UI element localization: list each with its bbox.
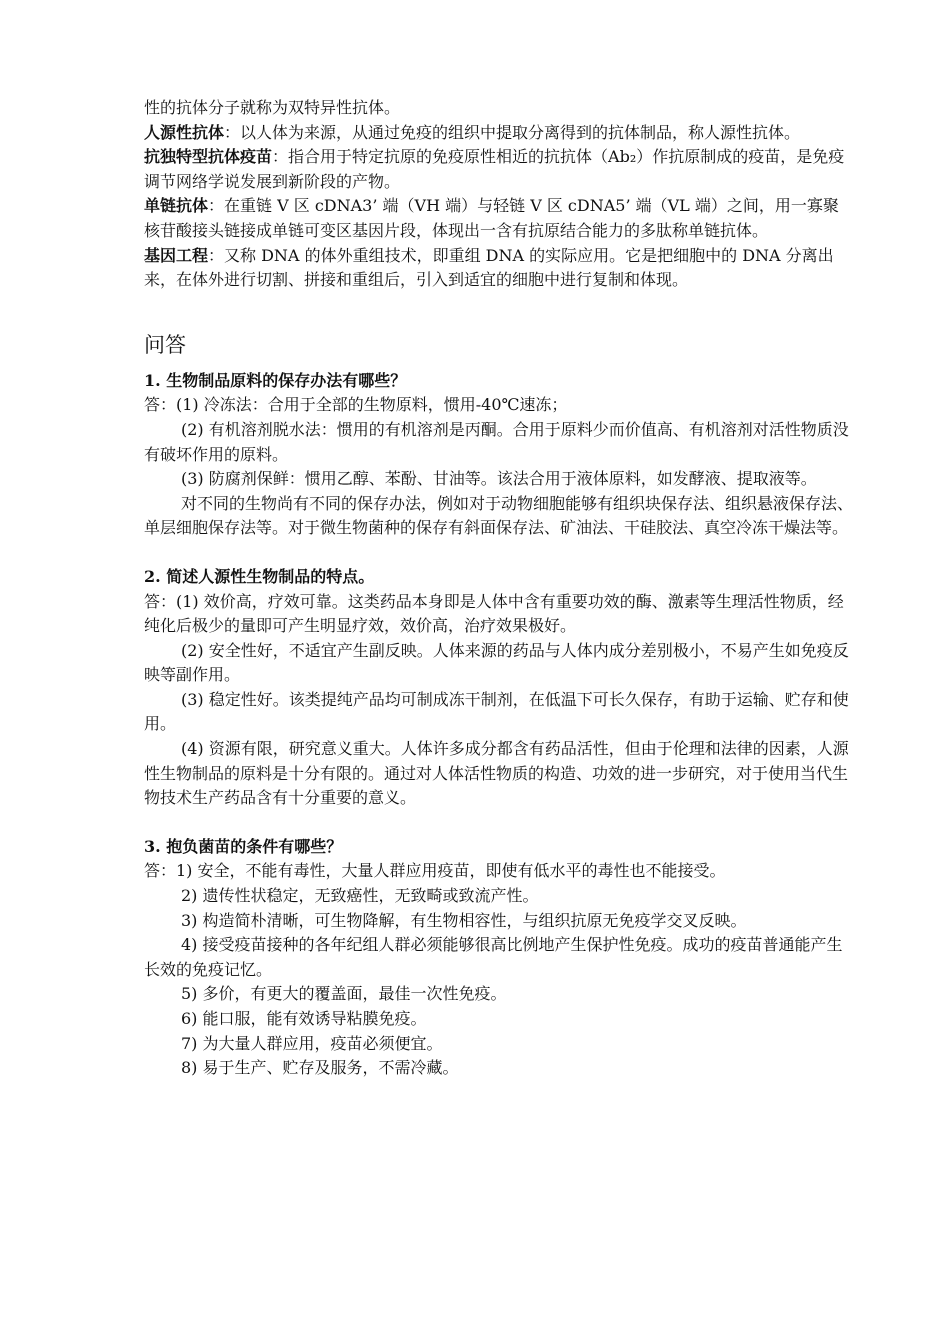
definitions-list xyxy=(144,96,854,293)
definition-term: 抗独特型抗体疫苗 xyxy=(144,147,273,167)
answer-line: 答：(1) 效价高，疗效可靠。这类药品本身即是人体中含有重要功效的酶、激素等生理活性物质，经纯化后极少的量即可产生明显疗效，效价高，治疗效果极好。 xyxy=(144,591,844,636)
answer-line: 5) 多价，有更大的覆盖面，最佳一次性免疫。 xyxy=(181,984,507,1004)
question-block-2 xyxy=(144,565,854,811)
question-block-3 xyxy=(144,835,854,1081)
answer-line: 对不同的生物尚有不同的保存办法，例如对于动物细胞能够有组织块保存法、组织悬液保存法、单层细胞保存法等。对于微生物菌种的保存有斜面保存法、矿油法、干硅胶法、真空冷冻干燥法等。 xyxy=(144,493,854,538)
question-title: 1. 生物制品原料的保存办法有哪些？ xyxy=(144,370,407,390)
definition-term: 单链抗体 xyxy=(144,196,209,216)
question-title: 2. 简述人源性生物制品的特点。 xyxy=(144,566,375,586)
answer-line: (2) 有机溶剂脱水法：惯用的有机溶剂是丙酮。合用于原料少而价值高、有机溶剂对活性物质没有破坏作用的原料。 xyxy=(144,419,849,464)
answer-line: 答：1) 安全，不能有毒性，大量人群应用疫苗，即使有低水平的毒性也不能接受。 xyxy=(144,861,726,881)
definition-text: ：以人体为来源，从通过免疫的组织中提取分离得到的抗体制品，称人源性抗体。 xyxy=(224,122,801,142)
definition-3 xyxy=(144,194,854,243)
definition-term: 人源性抗体 xyxy=(144,122,225,142)
definition-0 xyxy=(144,96,854,121)
definition-1 xyxy=(144,121,854,146)
definition-4 xyxy=(144,244,854,293)
definition-term: 基因工程 xyxy=(144,245,209,265)
definition-text: ：指合用于特定抗原的免疫原性相近的抗抗体（Ab₂）作抗原制成的疫苗，是免疫调节网络学说发展到新阶段的产物。 xyxy=(144,147,845,191)
answer-line: (3) 防腐剂保鲜：惯用乙醇、苯酚、甘油等。该法合用于液体原料，如发酵液、提取液等。 xyxy=(181,469,817,489)
answer-line: 8) 易于生产、贮存及服务，不需冷藏。 xyxy=(181,1058,459,1078)
question-title: 3. 抱负菌苗的条件有哪些？ xyxy=(144,836,343,856)
section-title: 问答 xyxy=(144,332,186,357)
answer-line: (4) 资源有限，研究意义重大。人体许多成分都含有药品活性，但由于伦理和法律的因素，人源性生物制品的原料是十分有限的。通过对人体活性物质的构造、功效的进一步研究，对于使用当代生物技术生产药品含有十分重要的意义。 xyxy=(144,739,849,808)
document-page xyxy=(144,96,854,1105)
definition-text: ：在重链 V 区 cDNA3’ 端（VH 端）与轻链 V 区 cDNA5’ 端（VL 端）之间，用一寡聚核苷酸接头链接成单链可变区基因片段，体现出一含有抗原结合能力的多肽称单链抗体。 xyxy=(144,196,839,240)
answer-line: 2) 遗传性状稳定，无致癌性，无致畸或致流产性。 xyxy=(181,886,539,906)
answer-line: 答：(1) 冷冻法：合用于全部的生物原料，惯用-40℃速冻； xyxy=(144,395,568,415)
definition-text: ：又称 DNA 的体外重组技术，即重组 DNA 的实际应用。它是把细胞中的 DNA 分离出来，在体外进行切割、拼接和重组后，引入到适宜的细胞中进行复制和体现。 xyxy=(144,245,834,290)
answer-line: 7) 为大量人群应用，疫苗必须便宜。 xyxy=(181,1033,443,1053)
definition-text: 性的抗体分子就称为双特异性抗体。 xyxy=(144,98,401,117)
definition-2 xyxy=(144,145,854,194)
question-block-1 xyxy=(144,369,854,541)
answer-line: 6) 能口服，能有效诱导粘膜免疫。 xyxy=(181,1009,427,1028)
answer-line: (3) 稳定性好。该类提纯产品均可制成冻干制剂，在低温下可长久保存，有助于运输、贮存和使用。 xyxy=(144,689,849,734)
answer-line: (2) 安全性好，不适宜产生副反映。人体来源的药品与人体内成分差别极小，不易产生如免疫反映等副作用。 xyxy=(144,640,849,685)
answer-line: 4) 接受疫苗接种的各年纪组人群必须能够很高比例地产生保护性免疫。成功的疫苗普通能产生长效的免疫记忆。 xyxy=(144,935,843,979)
answer-line: 3) 构造简朴清晰，可生物降解，有生物相容性，与组织抗原无免疫学交叉反映。 xyxy=(181,910,747,930)
